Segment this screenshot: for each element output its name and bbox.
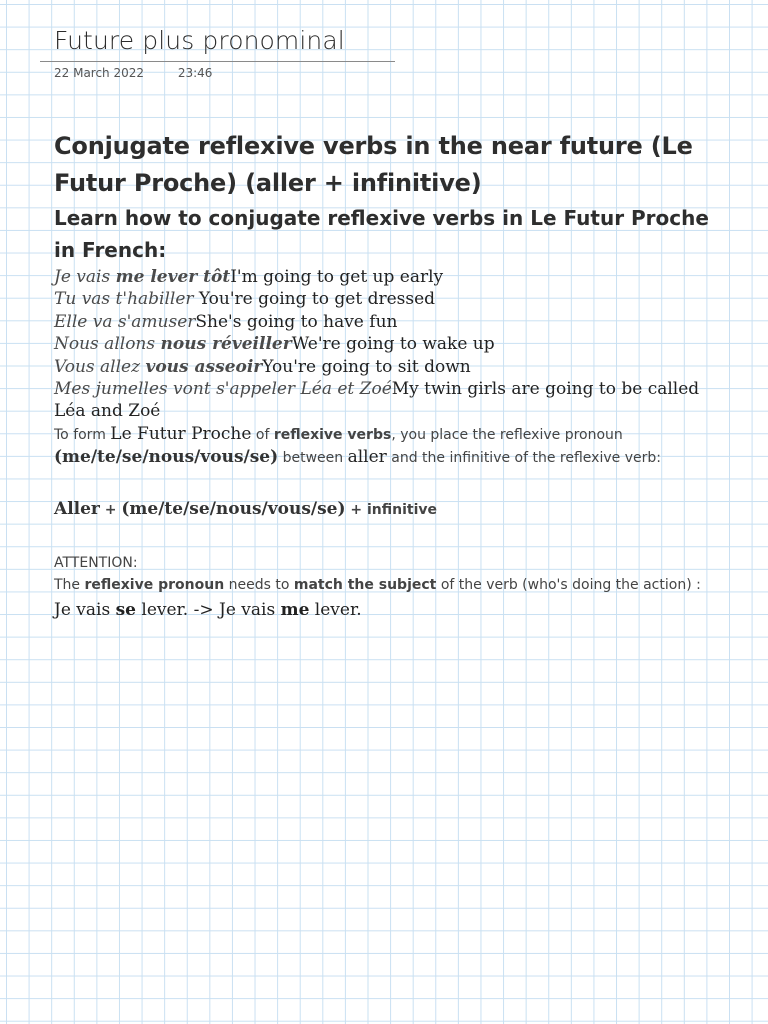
correction-text: lever. — [309, 599, 362, 620]
correction-text: Je vais — [54, 599, 116, 620]
attention-text — [54, 574, 734, 596]
example-english: My twin girls are going to be called Léa and Zoé — [54, 379, 700, 422]
attention-block — [54, 552, 734, 596]
example-french — [54, 267, 230, 287]
page-title[interactable]: Future plus pronominal — [54, 26, 345, 55]
page-metadata — [54, 66, 212, 80]
explanation-text: , you place the reflexive pronoun — [391, 426, 623, 443]
correction-bold: se — [115, 599, 136, 620]
example-english: We're going to wake up — [291, 334, 495, 355]
example-french-verb: nous réveiller — [160, 334, 292, 355]
heading-sub: Learn how to conjugate reflexive verbs in Le Futur Proche in French: — [54, 206, 709, 262]
attention-text-part: needs to — [224, 576, 294, 593]
correction-bold: me — [280, 599, 310, 620]
term-pronouns: (me/te/se/nous/vous/se) — [54, 446, 279, 467]
formula-plus: + — [99, 501, 122, 518]
example-french-text: Je vais — [54, 267, 116, 287]
example-list — [54, 266, 734, 423]
attention-bold-part: match the subject — [293, 576, 437, 593]
example-french — [54, 289, 194, 309]
example-line — [54, 311, 734, 333]
formula-aller: Aller — [54, 498, 100, 519]
formula-infinitive: + infinitive — [345, 501, 438, 518]
formula-line — [54, 497, 734, 522]
example-french — [54, 312, 195, 332]
example-french — [54, 379, 392, 399]
correction-text: lever. -> Je vais — [135, 599, 281, 620]
example-french-text: Nous allons — [54, 334, 161, 355]
term-reflexive-verbs: reflexive verbs — [273, 426, 392, 443]
heading-main: Conjugate reflexive verbs in the near future (Le Futur Proche) (aller + infinitive) — [54, 132, 693, 197]
term-aller: aller — [347, 446, 387, 467]
example-french-verb: me lever tôt — [115, 267, 231, 287]
example-french-text: Tu vas t'habiller — [54, 289, 194, 310]
attention-label: ATTENTION: — [54, 554, 138, 571]
example-french-text: Mes jumelles vont s'appeler Léa et Zoé — [54, 379, 392, 400]
example-french-text: Elle va s'amuser — [54, 311, 196, 332]
title-divider — [40, 61, 395, 62]
attention-text-part: The — [54, 576, 85, 593]
attention-bold-part: reflexive pronoun — [84, 576, 225, 593]
explanation-text: To form — [54, 426, 111, 443]
example-french — [54, 334, 292, 354]
example-french-text: Vous allez — [54, 356, 146, 377]
example-line — [54, 356, 734, 378]
example-french-verb: vous asseoir — [145, 356, 263, 377]
term-futur-proche: Le Futur Proche — [110, 423, 252, 444]
example-french — [54, 357, 262, 377]
example-english: I'm going to get up early — [230, 267, 444, 287]
example-correction — [54, 598, 734, 622]
explanation-paragraph — [54, 423, 734, 469]
explanation-text: of — [251, 426, 274, 443]
note-content[interactable] — [54, 128, 734, 622]
page-time: 23:46 — [177, 66, 213, 80]
explanation-text: between — [278, 449, 348, 466]
formula-pronouns: (me/te/se/nous/vous/se) — [121, 498, 346, 519]
example-english: She's going to have fun — [195, 311, 398, 332]
page-date: 22 March 2022 — [54, 66, 145, 80]
example-english: You're going to get dressed — [193, 289, 436, 310]
example-english: You're going to sit down — [262, 356, 471, 377]
example-line — [54, 266, 734, 288]
example-line — [54, 378, 734, 423]
example-line — [54, 333, 734, 355]
example-line — [54, 288, 734, 310]
explanation-text: and the infinitive of the reflexive verb: — [386, 449, 661, 466]
attention-text-part: of the verb (who's doing the action) : — [436, 576, 701, 593]
